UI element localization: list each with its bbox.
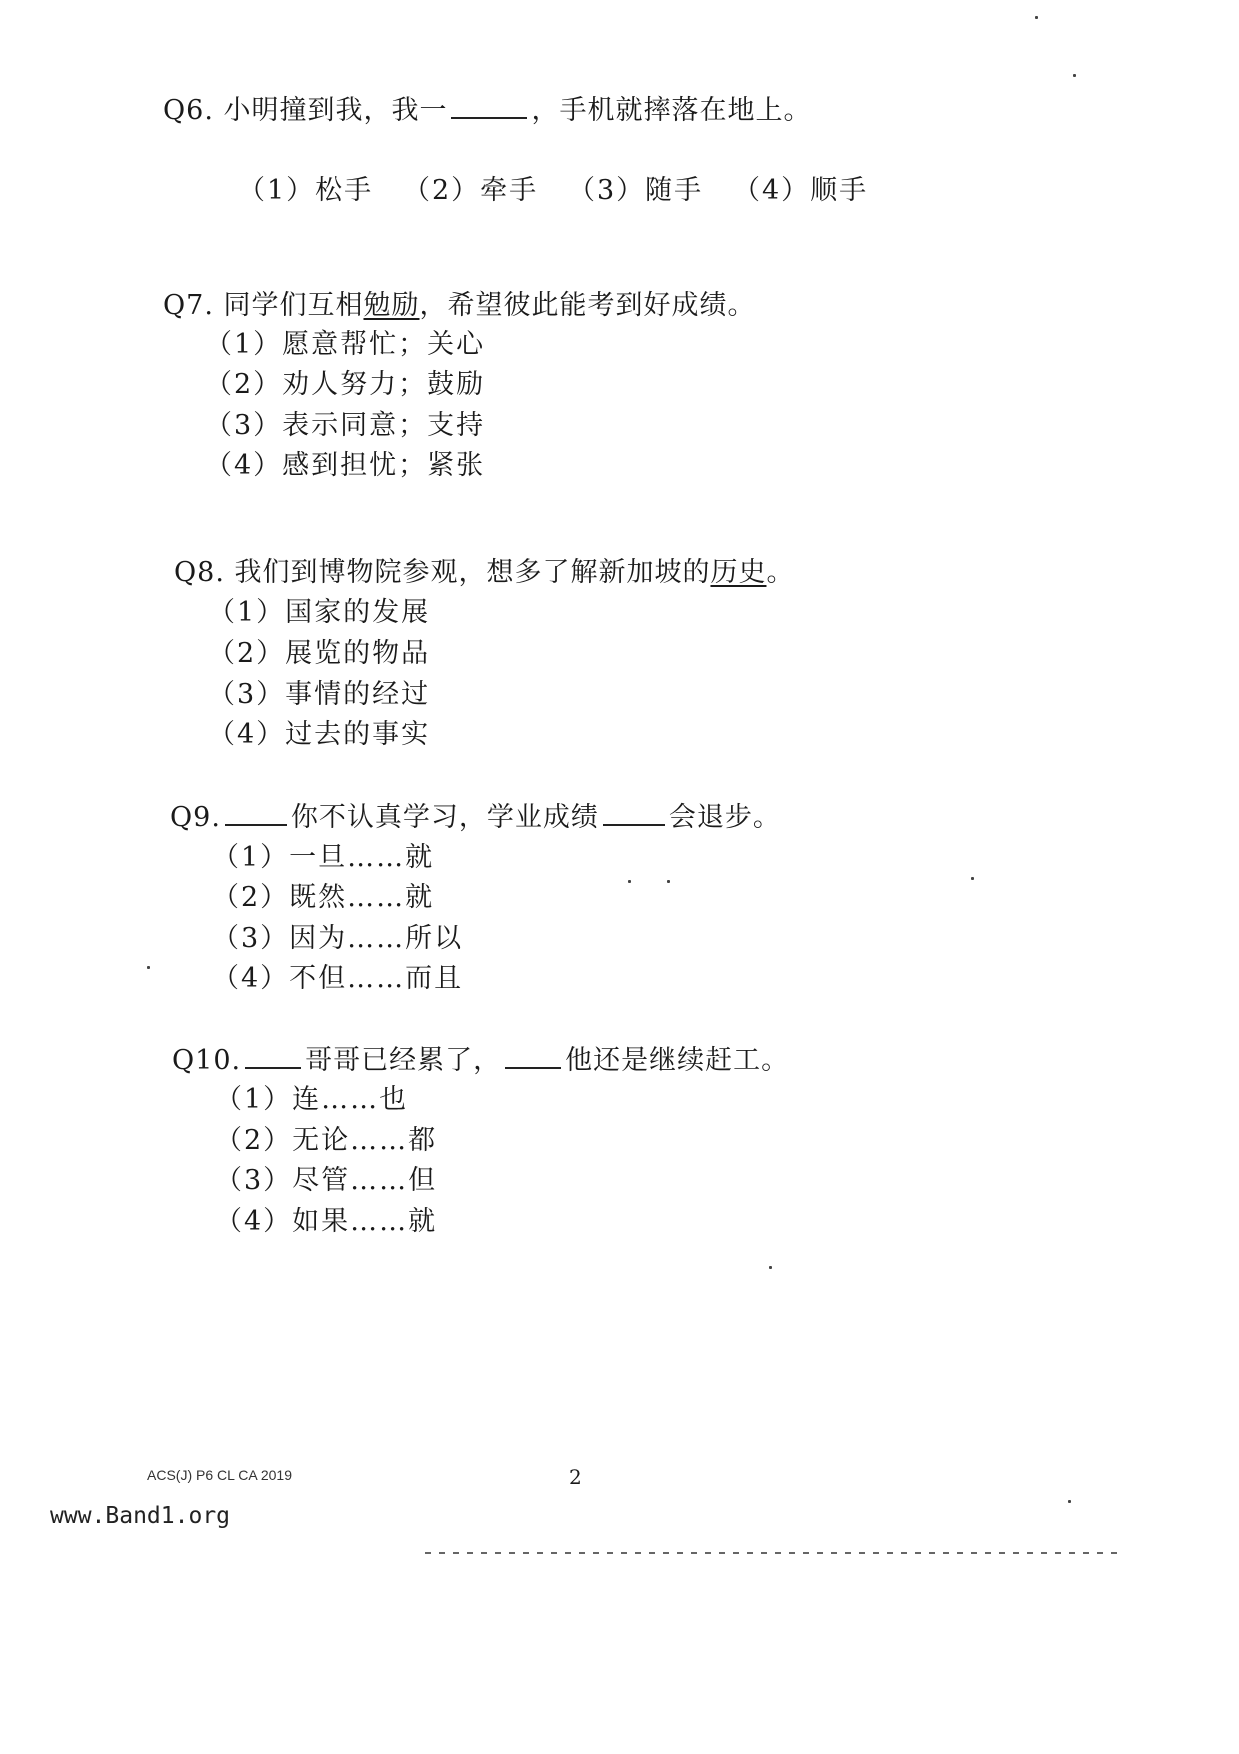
question-7 [163,283,755,322]
q9-blank-2 [603,802,665,826]
q8-underlined-word: 历史 [710,557,767,588]
q6-prefix: Q6. 小明撞到我，我一 [163,95,448,126]
q8-option-2: （2）展览的物品 [208,638,431,669]
q6-option-1: （1）松手 [238,175,374,206]
q6-options [238,168,868,207]
q9-prefix: Q9. [170,802,221,833]
q9-option-4: （4）不但……而且 [212,963,464,994]
q10-middle: 哥哥已经累了， [305,1045,502,1076]
q6-suffix: ，手机就摔落在地上。 [531,95,812,126]
q9-middle: 你不认真学习，学业成绩 [290,802,599,833]
q6-option-4: （4）顺手 [733,175,869,206]
q10-option-3: （3）尽管……但 [215,1165,438,1196]
q6-blank [451,95,527,119]
question-9 [170,795,781,834]
q7-option-3: （3）表示同意；支持 [205,410,486,441]
q8-option-1: （1）国家的发展 [208,597,431,628]
footer-exam-code: ACS(J) P6 CL CA 2019 [147,1467,292,1483]
q9-blank-1 [225,802,287,826]
q10-blank-2 [505,1045,561,1069]
q10-suffix: 他还是继续赶工。 [565,1045,790,1076]
question-6 [163,88,811,127]
scan-speck [769,1266,772,1269]
q8-prefix: Q8. 我们到博物院参观，想多了解新加坡的 [174,557,711,588]
scan-speck [1073,74,1076,77]
q7-option-4: （4）感到担忧；紧张 [205,450,486,481]
q6-option-2: （2）牵手 [403,175,539,206]
q7-option-2: （2）劝人努力；鼓励 [205,369,486,400]
scan-speck [1068,1500,1071,1503]
q9-option-1: （1）一旦……就 [212,842,435,873]
q7-underlined-word: 勉励 [363,290,420,321]
q7-option-1: （1）愿意帮忙；关心 [205,329,486,360]
q10-option-4: （4）如果……就 [215,1206,438,1237]
q9-option-3: （3）因为……所以 [212,923,464,954]
scan-speck [667,880,670,883]
q7-suffix: ，希望彼此能考到好成绩。 [419,290,756,321]
scan-speck [147,966,150,969]
question-10 [172,1038,789,1077]
q8-option-3: （3）事情的经过 [208,679,431,710]
q8-option-4: （4）过去的事实 [208,719,431,750]
q7-prefix: Q7. 同学们互相 [163,290,364,321]
q9-option-2: （2）既然……就 [212,882,435,913]
scan-edge-artifact [425,1552,1125,1554]
q6-option-3: （3）随手 [568,175,704,206]
q8-suffix: 。 [766,557,795,588]
scan-speck [971,877,974,880]
website-watermark: www.Band1.org [50,1503,231,1529]
q10-blank-1 [245,1045,301,1069]
q9-suffix: 会退步。 [668,802,781,833]
scan-speck [628,880,631,883]
q10-prefix: Q10. [172,1045,242,1076]
question-8 [174,550,794,589]
q10-option-2: （2）无论……都 [215,1125,438,1156]
page-number: 2 [569,1465,582,1489]
q10-option-1: （1）连……也 [215,1084,409,1115]
scan-speck [1035,16,1038,19]
